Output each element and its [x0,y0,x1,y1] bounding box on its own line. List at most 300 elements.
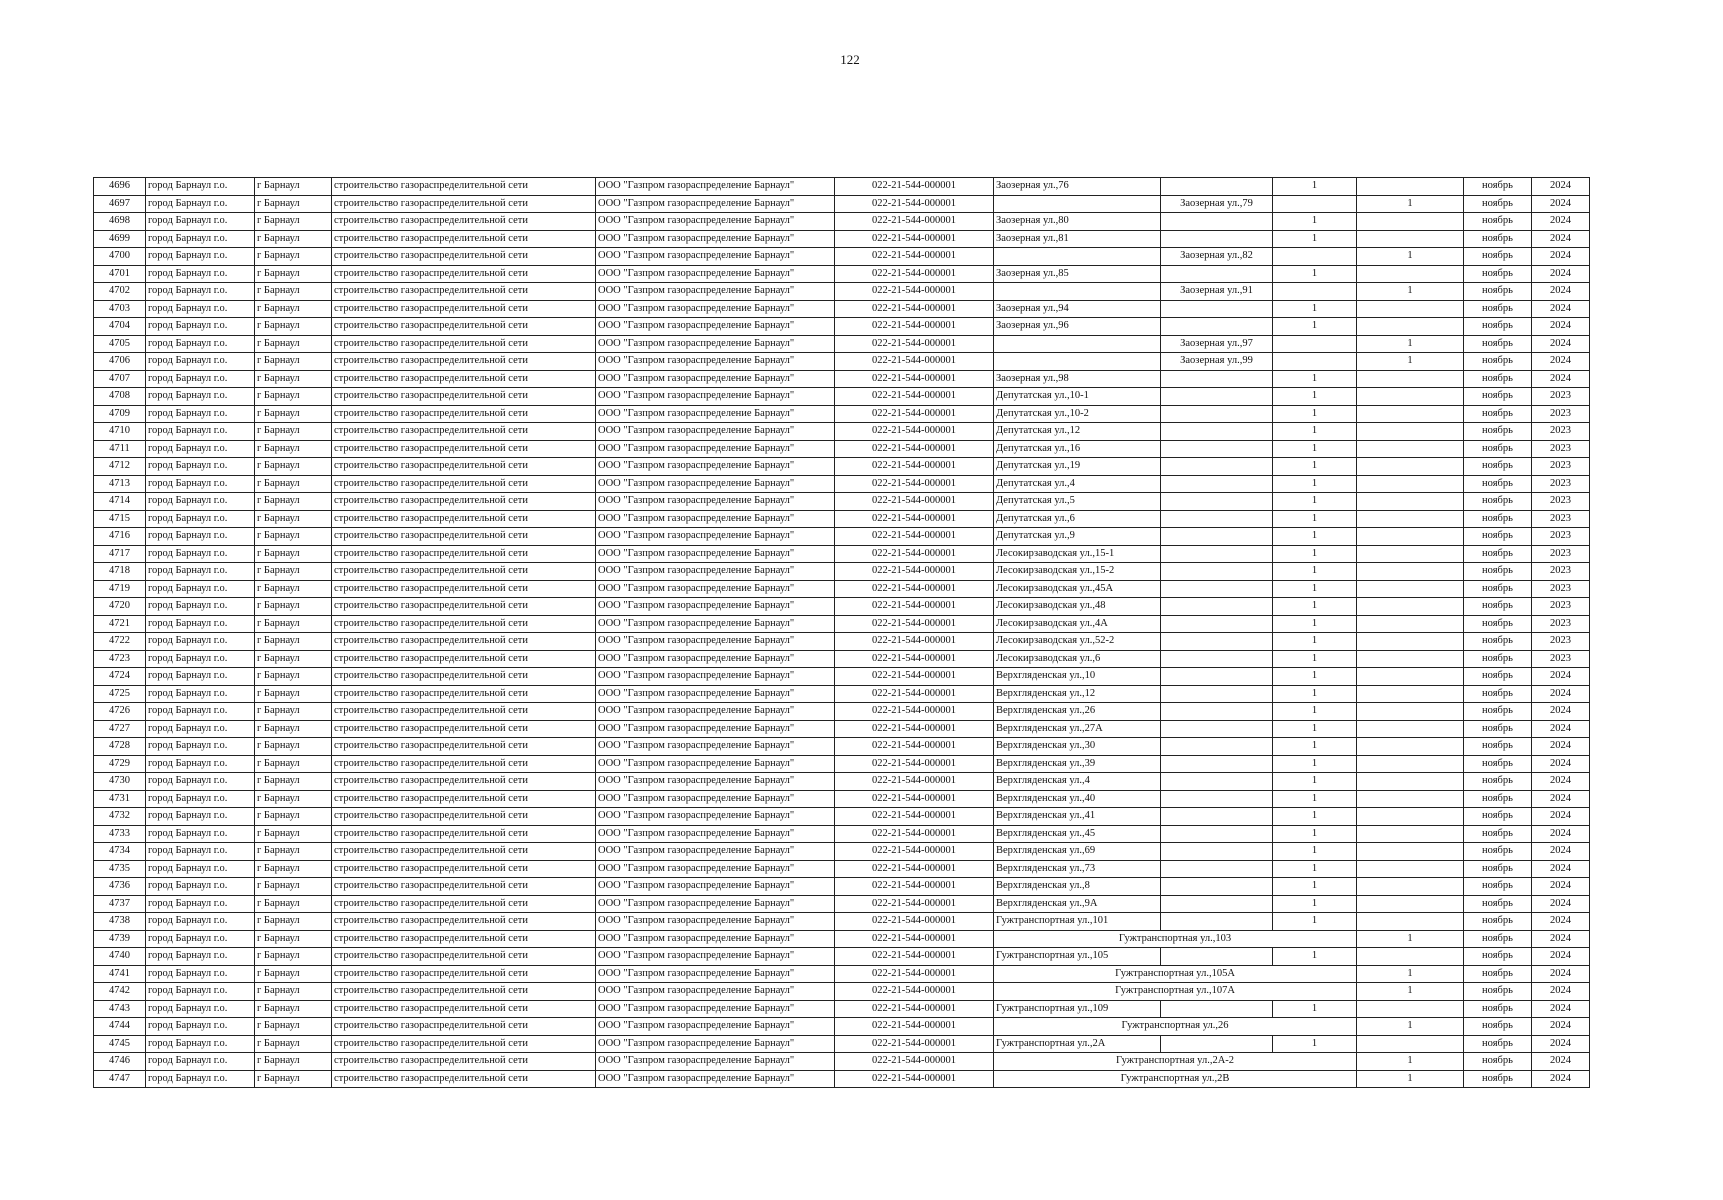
year-cell: 2023 [1532,458,1590,476]
settlement-cell: г Барнаул [255,335,332,353]
empty-cell [1161,475,1273,493]
quantity-cell: 1 [1273,1000,1357,1018]
quantity-cell: 1 [1357,195,1464,213]
address-cell: Депутатская ул.,9 [994,528,1161,546]
empty-cell [1357,230,1464,248]
row-number: 4742 [94,983,146,1001]
table-row [94,1018,1590,1036]
quantity-cell: 1 [1273,895,1357,913]
year-cell: 2024 [1532,825,1590,843]
row-number: 4716 [94,528,146,546]
activity-cell: строительство газораспределительной сети [332,300,596,318]
activity-cell: строительство газораспределительной сети [332,948,596,966]
year-cell: 2024 [1532,195,1590,213]
municipality-cell: город Барнаул г.о. [146,405,255,423]
activity-cell: строительство газораспределительной сети [332,755,596,773]
settlement-cell: г Барнаул [255,738,332,756]
quantity-cell: 1 [1273,685,1357,703]
table-row [94,405,1590,423]
empty-cell [1161,388,1273,406]
table-row [94,545,1590,563]
year-cell: 2024 [1532,1000,1590,1018]
activity-cell: строительство газораспределительной сети [332,685,596,703]
row-number: 4739 [94,930,146,948]
empty-cell [1357,388,1464,406]
activity-cell: строительство газораспределительной сети [332,440,596,458]
quantity-cell: 1 [1273,878,1357,896]
month-cell: ноябрь [1464,738,1532,756]
empty-cell [1161,300,1273,318]
table-row [94,895,1590,913]
organization-cell: ООО "Газпром газораспределение Барнаул" [596,545,835,563]
empty-cell [1357,598,1464,616]
empty-cell [1357,370,1464,388]
code-cell: 022-21-544-000001 [835,633,994,651]
municipality-cell: город Барнаул г.о. [146,475,255,493]
municipality-cell: город Барнаул г.о. [146,580,255,598]
quantity-cell: 1 [1357,353,1464,371]
table-row [94,458,1590,476]
year-cell: 2024 [1532,335,1590,353]
table-row [94,668,1590,686]
organization-cell: ООО "Газпром газораспределение Барнаул" [596,633,835,651]
empty-cell [1161,790,1273,808]
quantity-cell: 1 [1273,423,1357,441]
month-cell: ноябрь [1464,230,1532,248]
empty-cell [1357,545,1464,563]
address-cell: Заозерная ул.,96 [994,318,1161,336]
municipality-cell: город Барнаул г.о. [146,878,255,896]
municipality-cell: город Барнаул г.о. [146,965,255,983]
table-row [94,1000,1590,1018]
table-row [94,195,1590,213]
address-cell: Гужтранспортная ул.,101 [994,913,1161,931]
month-cell: ноябрь [1464,475,1532,493]
year-cell: 2024 [1532,318,1590,336]
code-cell: 022-21-544-000001 [835,1018,994,1036]
row-number: 4699 [94,230,146,248]
settlement-cell: г Барнаул [255,598,332,616]
settlement-cell: г Барнаул [255,808,332,826]
row-number: 4710 [94,423,146,441]
quantity-cell: 1 [1273,510,1357,528]
quantity-cell: 1 [1273,178,1357,196]
year-cell: 2024 [1532,1070,1590,1088]
activity-cell: строительство газораспределительной сети [332,650,596,668]
address-cell: Заозерная ул.,79 [1161,195,1273,213]
table-row [94,650,1590,668]
month-cell: ноябрь [1464,178,1532,196]
year-cell: 2024 [1532,878,1590,896]
table-row [94,370,1590,388]
empty-cell [1357,1035,1464,1053]
municipality-cell: город Барнаул г.о. [146,318,255,336]
activity-cell: строительство газораспределительной сети [332,913,596,931]
table-row [94,423,1590,441]
row-number: 4731 [94,790,146,808]
table-row [94,755,1590,773]
municipality-cell: город Барнаул г.о. [146,528,255,546]
table-row [94,1053,1590,1071]
table-row [94,510,1590,528]
settlement-cell: г Барнаул [255,930,332,948]
code-cell: 022-21-544-000001 [835,913,994,931]
code-cell: 022-21-544-000001 [835,1035,994,1053]
quantity-cell: 1 [1357,1053,1464,1071]
activity-cell: строительство газораспределительной сети [332,1053,596,1071]
table-row [94,388,1590,406]
month-cell: ноябрь [1464,248,1532,266]
row-number: 4702 [94,283,146,301]
settlement-cell: г Барнаул [255,178,332,196]
empty-cell [1357,493,1464,511]
empty-cell [1357,510,1464,528]
row-number: 4717 [94,545,146,563]
settlement-cell: г Барнаул [255,423,332,441]
empty-cell [1161,528,1273,546]
row-number: 4744 [94,1018,146,1036]
row-number: 4711 [94,440,146,458]
address-cell: Заозерная ул.,94 [994,300,1161,318]
month-cell: ноябрь [1464,773,1532,791]
row-number: 4723 [94,650,146,668]
activity-cell: строительство газораспределительной сети [332,335,596,353]
municipality-cell: город Барнаул г.о. [146,370,255,388]
row-number: 4741 [94,965,146,983]
row-number: 4700 [94,248,146,266]
municipality-cell: город Барнаул г.о. [146,843,255,861]
empty-cell [1357,878,1464,896]
code-cell: 022-21-544-000001 [835,458,994,476]
empty-cell [1357,1000,1464,1018]
municipality-cell: город Барнаул г.о. [146,388,255,406]
organization-cell: ООО "Газпром газораспределение Барнаул" [596,983,835,1001]
quantity-cell: 1 [1357,283,1464,301]
empty-cell [1273,195,1357,213]
month-cell: ноябрь [1464,265,1532,283]
empty-cell [1161,668,1273,686]
quantity-cell: 1 [1273,738,1357,756]
organization-cell: ООО "Газпром газораспределение Барнаул" [596,195,835,213]
municipality-cell: город Барнаул г.о. [146,563,255,581]
quantity-cell: 1 [1273,230,1357,248]
row-number: 4743 [94,1000,146,1018]
year-cell: 2024 [1532,353,1590,371]
table-row [94,213,1590,231]
address-cell: Верхгляденская ул.,27А [994,720,1161,738]
table-row [94,283,1590,301]
activity-cell: строительство газораспределительной сети [332,230,596,248]
year-cell: 2023 [1532,598,1590,616]
month-cell: ноябрь [1464,633,1532,651]
table-row [94,1070,1590,1088]
settlement-cell: г Барнаул [255,878,332,896]
empty-cell [1357,843,1464,861]
code-cell: 022-21-544-000001 [835,213,994,231]
settlement-cell: г Барнаул [255,475,332,493]
organization-cell: ООО "Газпром газораспределение Барнаул" [596,720,835,738]
activity-cell: строительство газораспределительной сети [332,860,596,878]
municipality-cell: город Барнаул г.о. [146,790,255,808]
address-cell: Заозерная ул.,80 [994,213,1161,231]
municipality-cell: город Барнаул г.о. [146,895,255,913]
quantity-cell: 1 [1273,580,1357,598]
row-number: 4734 [94,843,146,861]
table-row [94,598,1590,616]
year-cell: 2024 [1532,1035,1590,1053]
quantity-cell: 1 [1273,440,1357,458]
activity-cell: строительство газораспределительной сети [332,388,596,406]
settlement-cell: г Барнаул [255,370,332,388]
activity-cell: строительство газораспределительной сети [332,703,596,721]
activity-cell: строительство газораспределительной сети [332,510,596,528]
year-cell: 2024 [1532,930,1590,948]
month-cell: ноябрь [1464,440,1532,458]
month-cell: ноябрь [1464,510,1532,528]
activity-cell: строительство газораспределительной сети [332,895,596,913]
empty-cell [1161,755,1273,773]
code-cell: 022-21-544-000001 [835,738,994,756]
month-cell: ноябрь [1464,948,1532,966]
empty-cell [1161,703,1273,721]
organization-cell: ООО "Газпром газораспределение Барнаул" [596,755,835,773]
quantity-cell: 1 [1273,318,1357,336]
code-cell: 022-21-544-000001 [835,230,994,248]
table-row [94,230,1590,248]
year-cell: 2023 [1532,580,1590,598]
year-cell: 2024 [1532,895,1590,913]
address-cell: Гужтранспортная ул.,105А [994,965,1357,983]
activity-cell: строительство газораспределительной сети [332,405,596,423]
municipality-cell: город Барнаул г.о. [146,353,255,371]
organization-cell: ООО "Газпром газораспределение Барнаул" [596,895,835,913]
table-row [94,983,1590,1001]
empty-cell [1161,685,1273,703]
address-cell: Лесокирзаводская ул.,15-2 [994,563,1161,581]
address-cell: Верхгляденская ул.,12 [994,685,1161,703]
activity-cell: строительство газораспределительной сети [332,283,596,301]
row-number: 4718 [94,563,146,581]
quantity-cell: 1 [1273,545,1357,563]
organization-cell: ООО "Газпром газораспределение Барнаул" [596,878,835,896]
year-cell: 2024 [1532,755,1590,773]
organization-cell: ООО "Газпром газораспределение Барнаул" [596,510,835,528]
empty-cell [1357,685,1464,703]
organization-cell: ООО "Газпром газораспределение Барнаул" [596,598,835,616]
row-number: 4746 [94,1053,146,1071]
address-cell: Депутатская ул.,12 [994,423,1161,441]
address-cell: Гужтранспортная ул.,2В [994,1070,1357,1088]
empty-cell [1161,598,1273,616]
row-number: 4703 [94,300,146,318]
empty-cell [1357,948,1464,966]
row-number: 4713 [94,475,146,493]
municipality-cell: город Барнаул г.о. [146,230,255,248]
row-number: 4736 [94,878,146,896]
municipality-cell: город Барнаул г.о. [146,423,255,441]
empty-cell [1357,213,1464,231]
settlement-cell: г Барнаул [255,545,332,563]
month-cell: ноябрь [1464,720,1532,738]
settlement-cell: г Барнаул [255,493,332,511]
code-cell: 022-21-544-000001 [835,475,994,493]
settlement-cell: г Барнаул [255,668,332,686]
table-row [94,493,1590,511]
code-cell: 022-21-544-000001 [835,703,994,721]
quantity-cell: 1 [1273,790,1357,808]
code-cell: 022-21-544-000001 [835,808,994,826]
address-cell: Заозерная ул.,98 [994,370,1161,388]
municipality-cell: город Барнаул г.о. [146,668,255,686]
municipality-cell: город Барнаул г.о. [146,213,255,231]
municipality-cell: город Барнаул г.о. [146,493,255,511]
organization-cell: ООО "Газпром газораспределение Барнаул" [596,948,835,966]
code-cell: 022-21-544-000001 [835,983,994,1001]
organization-cell: ООО "Газпром газораспределение Барнаул" [596,388,835,406]
code-cell: 022-21-544-000001 [835,965,994,983]
empty-cell [1161,440,1273,458]
month-cell: ноябрь [1464,580,1532,598]
table-row [94,738,1590,756]
row-number: 4715 [94,510,146,528]
month-cell: ноябрь [1464,353,1532,371]
municipality-cell: город Барнаул г.о. [146,283,255,301]
year-cell: 2023 [1532,528,1590,546]
empty-cell [1161,948,1273,966]
address-cell: Верхгляденская ул.,39 [994,755,1161,773]
address-cell: Депутатская ул.,10-1 [994,388,1161,406]
table-row [94,965,1590,983]
year-cell: 2024 [1532,1018,1590,1036]
settlement-cell: г Барнаул [255,1035,332,1053]
organization-cell: ООО "Газпром газораспределение Барнаул" [596,283,835,301]
settlement-cell: г Барнаул [255,405,332,423]
year-cell: 2023 [1532,615,1590,633]
organization-cell: ООО "Газпром газораспределение Барнаул" [596,668,835,686]
month-cell: ноябрь [1464,1035,1532,1053]
empty-cell [1161,405,1273,423]
activity-cell: строительство газораспределительной сети [332,528,596,546]
table-row [94,580,1590,598]
quantity-cell: 1 [1357,335,1464,353]
settlement-cell: г Барнаул [255,195,332,213]
address-cell: Депутатская ул.,6 [994,510,1161,528]
municipality-cell: город Барнаул г.о. [146,178,255,196]
page-number: 122 [840,52,860,67]
year-cell: 2024 [1532,703,1590,721]
year-cell: 2023 [1532,650,1590,668]
activity-cell: строительство газораспределительной сети [332,965,596,983]
organization-cell: ООО "Газпром газораспределение Барнаул" [596,300,835,318]
activity-cell: строительство газораспределительной сети [332,370,596,388]
empty-cell [1161,773,1273,791]
quantity-cell: 1 [1273,948,1357,966]
address-cell: Гужтранспортная ул.,107А [994,983,1357,1001]
quantity-cell: 1 [1273,405,1357,423]
empty-cell [1357,790,1464,808]
empty-cell [1161,913,1273,931]
year-cell: 2024 [1532,773,1590,791]
row-number: 4729 [94,755,146,773]
empty-cell [1161,720,1273,738]
activity-cell: строительство газораспределительной сети [332,1000,596,1018]
row-number: 4696 [94,178,146,196]
empty-cell [1161,843,1273,861]
table-row [94,913,1590,931]
organization-cell: ООО "Газпром газораспределение Барнаул" [596,965,835,983]
organization-cell: ООО "Газпром газораспределение Барнаул" [596,1000,835,1018]
registry-rows [94,178,1590,1088]
address-cell: Гужтранспортная ул.,26 [994,1018,1357,1036]
quantity-cell: 1 [1273,563,1357,581]
year-cell: 2024 [1532,178,1590,196]
quantity-cell: 1 [1273,615,1357,633]
year-cell: 2024 [1532,230,1590,248]
empty-cell [1161,580,1273,598]
month-cell: ноябрь [1464,1018,1532,1036]
organization-cell: ООО "Газпром газораспределение Барнаул" [596,808,835,826]
quantity-cell: 1 [1273,300,1357,318]
empty-cell [1357,265,1464,283]
quantity-cell: 1 [1357,248,1464,266]
empty-cell [1357,773,1464,791]
table-row [94,440,1590,458]
municipality-cell: город Барнаул г.о. [146,825,255,843]
quantity-cell: 1 [1273,808,1357,826]
code-cell: 022-21-544-000001 [835,843,994,861]
registry-table [93,177,1590,1088]
row-number: 4738 [94,913,146,931]
empty-cell [1161,738,1273,756]
table-row [94,265,1590,283]
code-cell: 022-21-544-000001 [835,335,994,353]
empty-cell [1357,178,1464,196]
row-number: 4720 [94,598,146,616]
code-cell: 022-21-544-000001 [835,720,994,738]
settlement-cell: г Барнаул [255,1018,332,1036]
year-cell: 2024 [1532,265,1590,283]
municipality-cell: город Барнаул г.о. [146,248,255,266]
address-cell: Депутатская ул.,5 [994,493,1161,511]
activity-cell: строительство газораспределительной сети [332,790,596,808]
organization-cell: ООО "Газпром газораспределение Барнаул" [596,335,835,353]
settlement-cell: г Барнаул [255,633,332,651]
table-row [94,335,1590,353]
row-number: 4706 [94,353,146,371]
quantity-cell: 1 [1357,1018,1464,1036]
empty-cell [1161,318,1273,336]
activity-cell: строительство газораспределительной сети [332,475,596,493]
empty-cell [1161,493,1273,511]
activity-cell: строительство газораспределительной сети [332,493,596,511]
activity-cell: строительство газораспределительной сети [332,353,596,371]
activity-cell: строительство газораспределительной сети [332,598,596,616]
year-cell: 2024 [1532,843,1590,861]
code-cell: 022-21-544-000001 [835,265,994,283]
row-number: 4728 [94,738,146,756]
table-row [94,773,1590,791]
settlement-cell: г Барнаул [255,1000,332,1018]
empty-cell [1161,545,1273,563]
year-cell: 2024 [1532,283,1590,301]
municipality-cell: город Барнаул г.о. [146,545,255,563]
empty-cell [1161,213,1273,231]
month-cell: ноябрь [1464,965,1532,983]
address-cell: Депутатская ул.,19 [994,458,1161,476]
settlement-cell: г Барнаул [255,948,332,966]
municipality-cell: город Барнаул г.о. [146,633,255,651]
empty-cell [1273,335,1357,353]
